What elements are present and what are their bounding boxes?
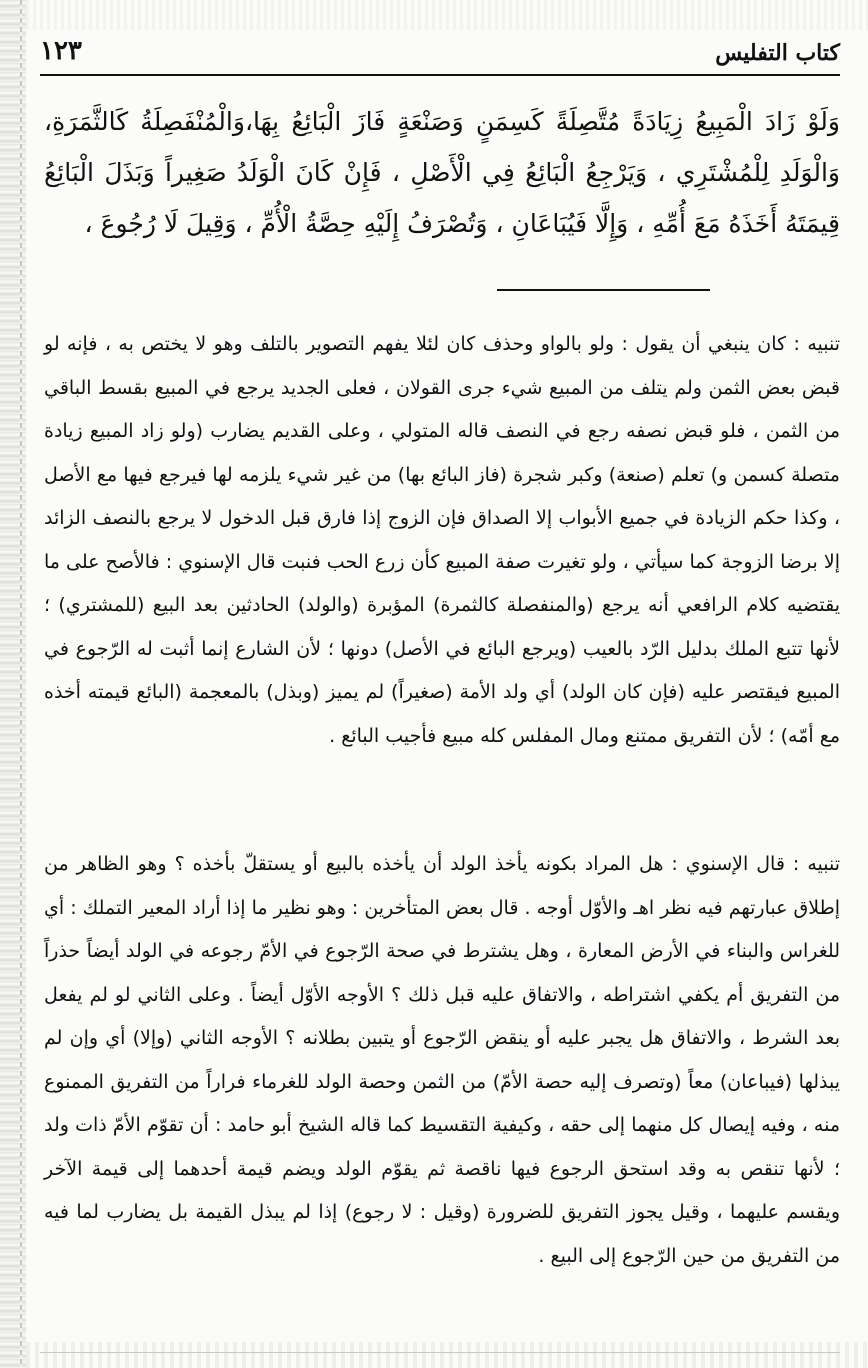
- commentary-note-2: تنبيه : قال الإسنوي : هل المراد بكونه يأخذ الولد أن يأخذه بالبيع أو يستقلّ بأخذه ؟ وهو الظاهر من إطلاق عبارتهم فيه نظر اهـ والأوّل أوجه . قال بعض المتأخرين : وهو نظير ما إذا أراد المعير التملك : أي للغراس والبناء في الأرض المعارة ، وهل يشترط في صحة الرّجوع في الأمّ رجوعه في الولد أيضاً حذراً من التفريق أم يكفي اشتراطه ، والاتفاق عليه قبل ذلك ؟ الأوجه الأوّل أيضاً . وعلى الثاني لو لم يفعل بعد الشرط ، والاتفاق هل يجبر عليه أو ينقض الرّجوع أو يتبين بطلانه ؟ الأوجه الثاني (وإلا) أي وإن لم يبذلها (فيباعان) معاً (وتصرف إليه حصة الأمّ) من الثمن وحصة الولد للغرماء فراراً من التفريق الممنوع منه ، وفيه إيصال كل منهما إلى حقه ، وكيفية التقسيط كما قاله الشيخ أبو حامد : أن تقوّم الأمّ ذات ولد ؛ لأنها تنقص به وقد استحق الرجوع فيها ناقصة ثم يقوّم الولد ويضم قيمة أحدهما إلى قيمة الآخر ويقسم عليهما ، وقيل يجوز التفريق للضرورة (وقيل : لا رجوع) إذا لم يبذل القيمة بل يضارب لما فيه من التفريق من حين الرّجوع إلى البيع .: [44, 853, 840, 1267]
- book-title: كتاب التفليس: [715, 40, 840, 66]
- scan-bottom-edge: [26, 1342, 868, 1368]
- separator-rule: [497, 289, 710, 291]
- page-bottom-edge: [40, 1352, 840, 1353]
- page-header: [40, 34, 840, 76]
- page-number: ١٢٣: [40, 36, 82, 66]
- scan-top-edge: [26, 0, 868, 30]
- commentary-note-1: تنبيه : كان ينبغي أن يقول : ولو بالواو وحذف كان لئلا يفهم التصوير بالتلف وهو لا يختص به ، فإنه لو قبض بعض الثمن ولم يتلف من المبيع شيء جرى القولان ، فعلى الجديد يرجع في المبيع بقسط الباقي من الثمن ، فلو قبض نصفه رجع في النصف قاله المتولي ، وعلى القديم يضارب (ولو زاد المبيع زيادة متصلة كسمن و) تعلم (صنعة) وكبر شجرة (فاز البائع بها) من غير شيء يلزمه لها فيرجع فيها مع الأصل ، وكذا حكم الزيادة في جميع الأبواب إلا الصداق فإن الزوج إذا فارق قبل الدخول لا يرجع بالنصف الزائد إلا برضا الزوجة كما سيأتي ، ولو تغيرت صفة المبيع كأن زرع الحب فنبت قال الإسنوي : فالأصح على ما يقتضيه كلام الرافعي أنه يرجع (والمنفصلة كالثمرة) المؤبرة (والولد) الحادثين بعد البيع (للمشتري) ؛ لأنها تتبع الملك بدليل الرّد بالعيب (ويرجع البائع في الأصل) دونها ؛ لأن الشارع إنما أثبت له الرّجوع في المبيع فيقتصر عليه (فإن كان الولد) أي ولد الأمة (صغيراً) لم يميز (وبذل) بالمعجمة (البائع قيمته أخذه مع أمّه) ؛ لأن التفريق ممتنع ومال المفلس كله مبيع فأجيب البائع .: [44, 333, 840, 747]
- page-left-edge: [0, 0, 26, 1368]
- matn-text: وَلَوْ زَادَ الْمَبِيعُ زِيَادَةً مُتَّصِلَةً كَسِمَنٍ وَصَنْعَةٍ فَازَ الْبَائِعُ بِهَا،وَالْمُنْفَصِلَةُ كَالثَّمَرَةِ، وَالْوَلَدِ لِلْمُشْتَرِي ، وَيَرْجِعُ الْبَائِعُ فِي الْأَصْلِ ، فَإِنْ كَانَ الْوَلَدُ صَغِيراً وَبَذَلَ الْبَائِعُ قِيمَتَهُ أَخَذَهُ مَعَ أُمِّهِ ، وَإِلَّا فَيُبَاعَانِ ، وَتُصْرَفُ إِلَيْهِ حِصَّةُ الْأُمِّ ، وَقِيلَ لَا رُجُوعَ ،: [44, 107, 840, 238]
